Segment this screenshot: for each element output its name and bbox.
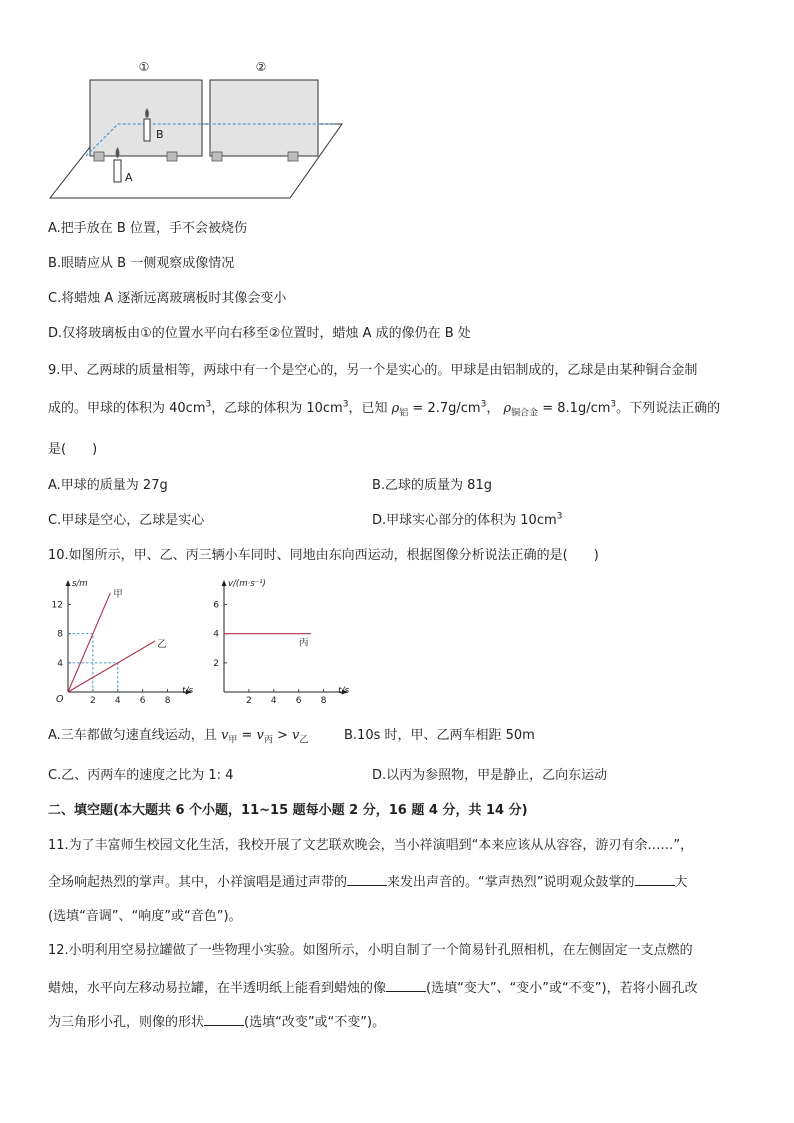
series-label: 乙 (157, 639, 167, 650)
x-tick-label: 4 (114, 696, 121, 706)
candle-a-label: A (125, 171, 133, 184)
y-axis-arrow-icon (66, 580, 71, 586)
q11-blank-1[interactable] (347, 873, 387, 886)
v-t-graph (200, 576, 350, 708)
y-tick-label: 4 (213, 629, 219, 640)
support-block (288, 152, 298, 161)
series-label: 丙 (299, 637, 309, 649)
support-block (167, 152, 177, 161)
y-axis-label: s/m (72, 579, 88, 589)
q10-option-a[interactable]: A.三车都做匀速直线运动，且 $v_甲 = v_丙 > v_乙$ (48, 728, 309, 746)
x-tick-label: 4 (270, 696, 277, 706)
q12-line3: 为三角形小孔，则像的形状 (选填“改变”或“不变”)。 (48, 1015, 386, 1030)
x-tick-label: 6 (295, 696, 302, 706)
glass-board-2 (210, 80, 318, 156)
q9-stem-line3: 是( ) (48, 442, 98, 457)
q9-option-d[interactable]: D.甲球实心部分的体积为 $10cm^3$ (372, 511, 563, 528)
q9-option-c[interactable]: C.甲球是空心，乙球是实心 (48, 513, 205, 528)
x-tick-label: 2 (246, 696, 252, 706)
s-t-graph (44, 576, 194, 708)
q8-option-b[interactable]: B.眼睛应从 B 一侧观察成像情况 (48, 256, 235, 271)
q12-blank-2[interactable] (204, 1013, 244, 1026)
candle-a (114, 160, 121, 182)
board-2-label: ② (255, 60, 267, 74)
y-tick-label: 12 (51, 600, 63, 611)
q12-line2: 蜡烛，水平向左移动易拉罐，在半透明纸上能看到蜡烛的像 (选填“变大”、“变小”或“不变”)，若将小圆孔改 (48, 981, 698, 996)
x-tick-label: 2 (90, 696, 96, 706)
q11-blank-2[interactable] (635, 873, 675, 886)
y-axis-arrow-icon (222, 580, 227, 586)
q12-blank-1[interactable] (386, 979, 426, 992)
x-axis-label: t/s (182, 686, 194, 696)
y-tick-label: 8 (57, 629, 63, 640)
y-tick-label: 4 (57, 658, 63, 669)
y-tick-label: 2 (213, 658, 219, 669)
candle-b (144, 119, 150, 141)
q11-line1: 11.为了丰富师生校园文化生活，我校开展了文艺联欢晚会，当小祥演唱到“本来应该从从容容，游刃有余……”， (48, 838, 694, 853)
x-tick-label: 8 (320, 696, 327, 706)
x-tick-label: 8 (164, 696, 171, 706)
series-line (68, 641, 155, 692)
board-1-label: ① (138, 60, 150, 74)
candle-b-label: B (156, 128, 164, 141)
q8-option-c[interactable]: C.将蜡烛 A 逐渐远离玻璃板时其像会变小 (48, 291, 287, 306)
section-2-heading: 二、填空题(本大题共 6 个小题，11~15 题每小题 2 分，16 题 4 分，共 14 分) (48, 803, 528, 818)
q8-option-d[interactable]: D.仅将玻璃板由①的位置水平向右移至②位置时，蜡烛 A 成的像仍在 B 处 (48, 326, 471, 341)
x-axis-label: t/s (338, 686, 350, 696)
q10-option-c[interactable]: C.乙、丙两车的速度之比为 1: 4 (48, 768, 234, 783)
support-block (94, 152, 104, 161)
series-line (68, 593, 110, 692)
q10-option-b[interactable]: B.10s 时，甲、乙两车相距 50m (344, 728, 535, 743)
origin-label: O (56, 694, 64, 705)
q10-stem: 10.如图所示，甲、乙、丙三辆小车同时、同地由东向西运动，根据图像分析说法正确的是( ) (48, 548, 599, 563)
q10-option-d[interactable]: D.以丙为参照物，甲是静止，乙向东运动 (372, 768, 608, 783)
glass-board-1 (90, 80, 202, 156)
q11-line3: (选填“音调”、“响度”或“音色”)。 (48, 909, 242, 924)
mirror-experiment-figure (40, 52, 360, 202)
x-tick-label: 6 (139, 696, 146, 706)
q12-line1: 12.小明利用空易拉罐做了一些物理小实验。如图所示，小明自制了一个简易针孔照相机，在左侧固定一支点燃的 (48, 943, 693, 958)
series-label: 甲 (113, 588, 123, 600)
y-axis-label: v/(m·s⁻¹) (228, 579, 266, 589)
q9-option-b[interactable]: B.乙球的质量为 81g (372, 478, 492, 493)
q11-line2: 全场响起热烈的掌声。其中，小祥演唱是通过声带的 来发出声音的。“掌声热烈”说明观众鼓掌的 大 (48, 875, 688, 890)
q9-stem-line2: 成的。甲球的体积为 $40cm^3$，乙球的体积为 $10cm^3$，已知 $\rho_铝 = 2.7g/cm^3$， $\rho_{铜合金} = 8.1g/cm^3$。下列说法正确的 (48, 399, 721, 419)
support-block (212, 152, 222, 161)
y-tick-label: 6 (213, 600, 219, 611)
q9-option-a[interactable]: A.甲球的质量为 27g (48, 478, 168, 493)
q8-option-a[interactable]: A.把手放在 B 位置，手不会被烧伤 (48, 221, 247, 236)
q9-stem-line1: 9.甲、乙两球的质量相等，两球中有一个是空心的，另一个是实心的。甲球是由铝制成的，乙球是由某种铜合金制 (48, 363, 698, 378)
